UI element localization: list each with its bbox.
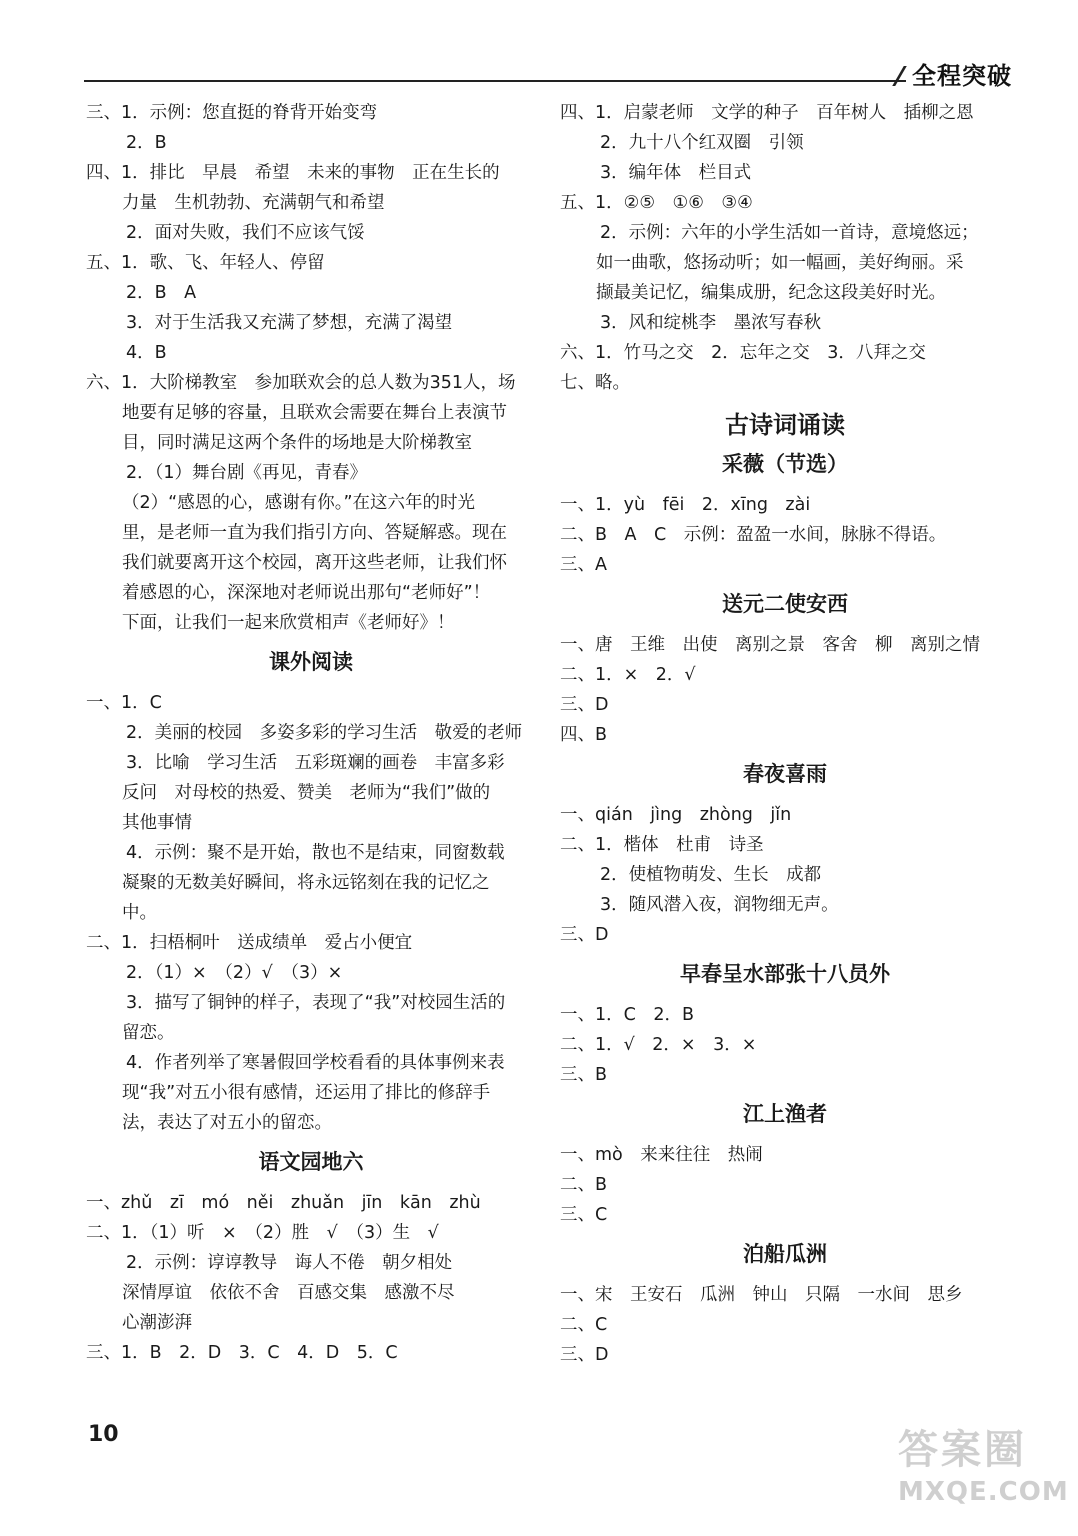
- answer-line: 3．编年体 栏目式: [600, 163, 752, 183]
- answer-line: 里，是老师一直为我们指引方向、答疑解惑。现在: [122, 523, 507, 543]
- answer-line: 二、1．× 2．√: [560, 665, 696, 685]
- answer-line: 法，表达了对五小的留恋。: [122, 1113, 332, 1133]
- answer-line: 3．描写了铜钟的样子，表现了“我”对校园生活的: [126, 993, 506, 1013]
- answer-line: 2．（1）× （2）√ （3）×: [126, 963, 343, 983]
- answer-line: 4．作者列举了寒暑假回学校看看的具体事例来表: [126, 1053, 505, 1073]
- answer-line: 3．风和绽桃李 墨浓写春秋: [600, 313, 822, 333]
- answer-line: 五、1．②⑤ ①⑥ ③④: [560, 193, 753, 213]
- answer-line: 一、1．C 2．B: [560, 1005, 694, 1025]
- answer-line: 四、1．启蒙老师 文学的种子 百年树人 插柳之恩: [560, 103, 974, 123]
- answer-line: 七、略。: [560, 373, 630, 393]
- answer-line: 三、B: [560, 1065, 608, 1085]
- section-heading: 泊船瓜洲: [743, 1242, 827, 1266]
- answer-line: 三、D: [560, 925, 609, 945]
- page-number: 10: [88, 1422, 119, 1447]
- answer-line: 三、D: [560, 1345, 609, 1365]
- section-heading: 课外阅读: [269, 650, 353, 674]
- answer-line: 现“我”对五小很有感情，还运用了排比的修辞手: [122, 1083, 491, 1103]
- answer-line: 二、B A C 示例：盈盈一水间，脉脉不得语。: [560, 525, 947, 545]
- answer-line: 3．随风潜入夜，润物细无声。: [600, 895, 839, 915]
- answer-line: 一、1．yù fēi 2．xīng zài: [560, 495, 811, 515]
- answer-line: 二、1．扫梧桐叶 送成绩单 爱占小便宜: [86, 933, 413, 953]
- answer-line: 中。: [122, 903, 157, 923]
- section-heading: 采薇（节选）: [722, 452, 848, 476]
- answer-line: 2．使植物萌发、生长 成都: [600, 865, 822, 885]
- left-column: [86, 98, 536, 1368]
- answer-line: 一、zhǔ zī mó něi zhuǎn jīn kān zhù: [86, 1193, 481, 1213]
- answer-line: 2．（1）舞台剧《再见，青春》: [126, 463, 368, 483]
- answer-line: 凝聚的无数美好瞬间，将永远铭刻在我的记忆之: [122, 873, 490, 893]
- watermark-logo: 答案圈: [898, 1427, 1027, 1473]
- answer-line: 一、宋 王安石 瓜洲 钟山 只隔 一水间 思乡: [560, 1285, 963, 1305]
- answer-line: 反问 对母校的热爱、赞美 老师为“我们”做的: [122, 783, 491, 803]
- answer-line: 一、mò 来来往往 热闹: [560, 1145, 763, 1165]
- answer-line: 五、1．歌、飞、年轻人、停留: [86, 253, 325, 273]
- section-heading: 早春呈水部张十八员外: [680, 962, 890, 986]
- answer-line: （2）“感恩的心，感谢有你。”在这六年的时光: [122, 493, 476, 513]
- answer-line: 下面，让我们一起来欣赏相声《老师好》！: [122, 613, 455, 633]
- answer-line: 三、C: [560, 1205, 608, 1225]
- answer-line: 三、1．示例：您直挺的脊背开始变弯: [86, 103, 378, 123]
- watermark-url: MXQE.COM: [898, 1477, 1069, 1507]
- answer-line: 2．九十八个红双圈 引领: [600, 133, 804, 153]
- answer-line: 二、1．√ 2．× 3．×: [560, 1035, 757, 1055]
- section-title: 古诗词诵读: [725, 411, 845, 439]
- header-slash: [892, 66, 907, 86]
- answer-line: 2．B A: [126, 283, 197, 303]
- answer-line: 三、A: [560, 555, 607, 575]
- answer-line: 3．对于生活我又充满了梦想，充满了渴望: [126, 313, 453, 333]
- answer-line: 二、1．（1）听 × （2）胜 √ （3）生 √: [86, 1223, 439, 1243]
- answer-line: 深情厚谊 依依不舍 百感交集 感激不尽: [122, 1283, 455, 1303]
- answer-line: 2．B: [126, 133, 167, 153]
- answer-line: 目，同时满足这两个条件的场地是大阶梯教室: [122, 433, 472, 453]
- section-heading: 语文园地六: [258, 1150, 364, 1174]
- answer-line: 如一曲歌，悠扬动听；如一幅画，美好绚丽。采: [596, 253, 964, 273]
- answer-line: 4．示例：聚不是开始，散也不是结束，同窗数载: [126, 843, 505, 863]
- answer-line: 二、B: [560, 1175, 608, 1195]
- header-rule: [84, 80, 906, 82]
- section-heading: 江上渔者: [743, 1102, 827, 1126]
- answer-line: 力量 生机勃勃、充满朝气和希望: [122, 193, 385, 213]
- answer-line: 4．B: [126, 343, 167, 363]
- answer-line: 三、1．B 2．D 3．C 4．D 5．C: [86, 1343, 398, 1363]
- answer-line: 一、qián jìng zhòng jǐn: [560, 805, 792, 825]
- answer-line: 着感恩的心，深深地对老师说出那句“老师好”！: [122, 583, 491, 603]
- answer-line: 2．示例：谆谆教导 诲人不倦 朝夕相处: [126, 1253, 453, 1273]
- answer-line: 2．美丽的校园 多姿多彩的学习生活 敬爱的老师: [126, 723, 523, 743]
- answer-line: 我们就要离开这个校园，离开这些老师，让我们怀: [122, 553, 507, 573]
- section-heading: 送元二使安西: [722, 592, 848, 616]
- answer-line: 留恋。: [122, 1023, 175, 1043]
- answer-line: 三、D: [560, 695, 609, 715]
- answer-line: 3．比喻 学习生活 五彩斑斓的画卷 丰富多彩: [126, 753, 505, 773]
- answer-line: 六、1．竹马之交 2．忘年之交 3．八拜之交: [560, 343, 926, 363]
- watermark: [898, 1418, 1068, 1528]
- answer-line: 心潮澎湃: [122, 1313, 192, 1333]
- answer-line: 四、1．排比 早晨 希望 未来的事物 正在生长的: [86, 163, 500, 183]
- answer-line: 其他事情: [122, 813, 192, 833]
- section-heading: 春夜喜雨: [743, 762, 827, 786]
- answer-line: 撷最美记忆，编集成册，纪念这段美好时光。: [596, 283, 946, 303]
- right-column: [560, 98, 1010, 1370]
- answer-line: 四、B: [560, 725, 608, 745]
- answer-line: 一、1．C: [86, 693, 162, 713]
- answer-line: 二、C: [560, 1315, 608, 1335]
- answer-line: 2．示例：六年的小学生活如一首诗，意境悠远；: [600, 223, 979, 243]
- answer-line: 一、唐 王维 出使 离别之景 客舍 柳 离别之情: [560, 635, 980, 655]
- answer-line: 六、1．大阶梯教室 参加联欢会的总人数为351人，场: [86, 373, 516, 393]
- answer-line: 2．面对失败，我们不应该气馁: [126, 223, 365, 243]
- brand-title: 全程突破: [912, 62, 1012, 90]
- answer-line: 二、1．楷体 杜甫 诗圣: [560, 835, 764, 855]
- answer-line: 地要有足够的容量，且联欢会需要在舞台上表演节: [122, 403, 507, 423]
